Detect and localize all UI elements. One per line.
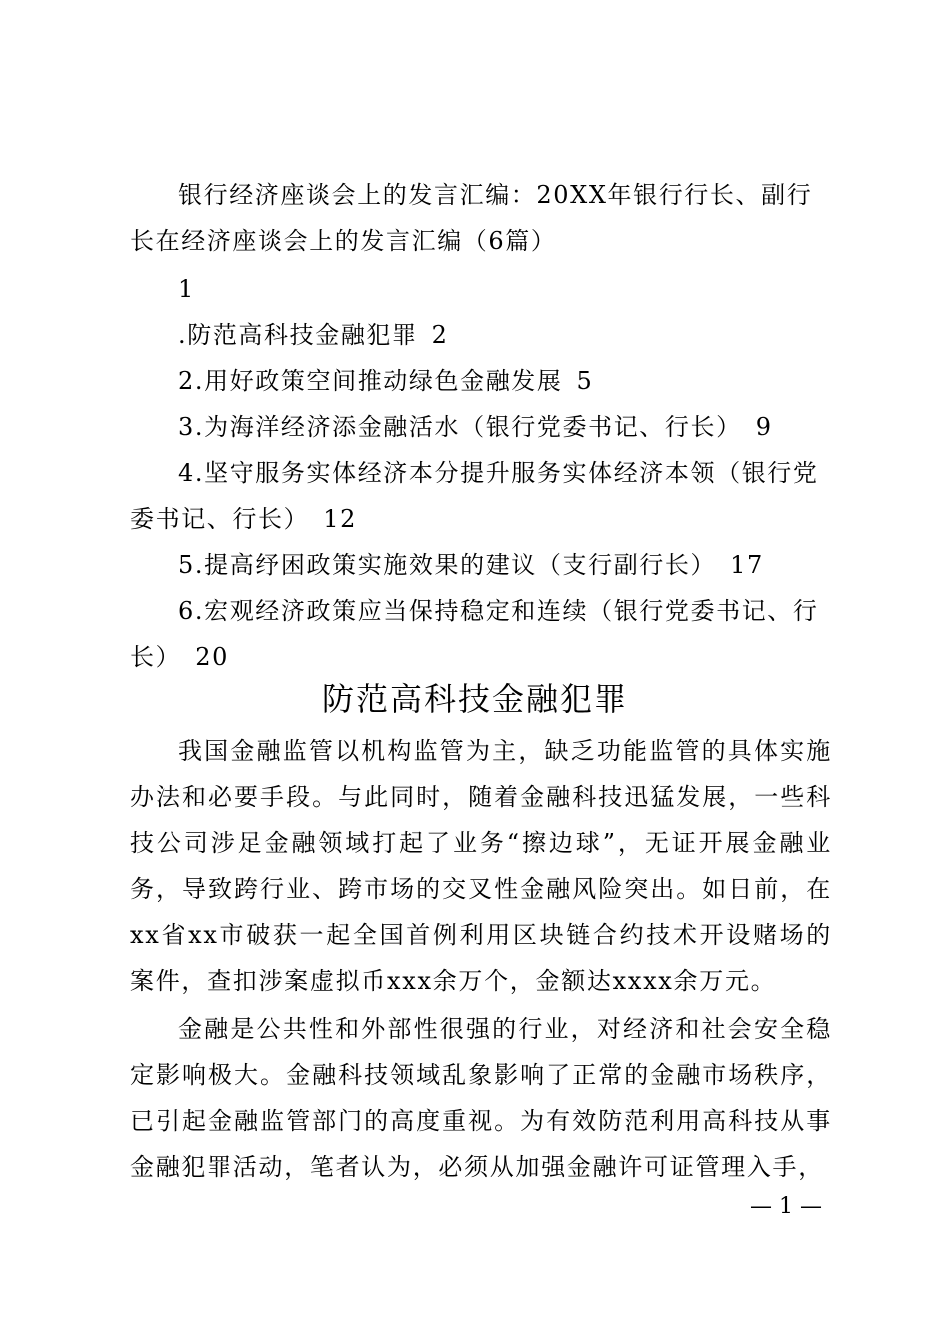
article-paragraph: 金融是公共性和外部性很强的行业，对经济和社会安全稳定影响极大。金融科技领域乱象影响了正常的金融市场秩序，已引起金融监管部门的高度重视。为有效防范利用高科技从事金融犯罪活动，笔者认为，必须从加强金融许可证管理入手， <box>130 1015 832 1181</box>
toc-item-page: 2 <box>431 321 449 349</box>
toc-item[interactable] <box>130 358 830 404</box>
article-title: 防范高科技金融犯罪 <box>321 680 628 718</box>
toc-item[interactable] <box>130 542 830 588</box>
toc-item-page: 9 <box>755 413 773 441</box>
toc-item[interactable] <box>130 404 830 450</box>
toc-item-page: 17 <box>730 551 764 579</box>
toc-item-page: 20 <box>195 643 229 671</box>
toc-item-label: 3.为海洋经济添金融活水（银行党委书记、行长） <box>178 413 742 441</box>
toc-item-label: 6.宏观经济政策应当保持稳定和连续（银行党委书记、行长） <box>130 597 819 671</box>
toc-first-number: 1 <box>178 275 195 303</box>
toc-item-page: 12 <box>323 505 357 533</box>
toc-item[interactable] <box>130 450 830 542</box>
page-number-footer: — 1 — <box>750 1194 822 1219</box>
toc-item-label: 4.坚守服务实体经济本分提升服务实体经济本领（银行党委书记、行长） <box>130 459 819 533</box>
toc-item-label: .防范高科技金融犯罪 <box>178 321 418 349</box>
document-header-title: 银行经济座谈会上的发言汇编：20XX年银行行长、副行长在经济座谈会上的发言汇编（6篇） <box>130 181 813 255</box>
toc-item-label: 5.提高纾困政策实施效果的建议（支行副行长） <box>178 551 717 579</box>
toc-item-page: 5 <box>576 367 594 395</box>
toc-item[interactable] <box>130 588 830 680</box>
toc-item[interactable] <box>130 312 830 358</box>
article-paragraph: 我国金融监管以机构监管为主，缺乏功能监管的具体实施办法和必要手段。与此同时，随着金融科技迅猛发展，一些科技公司涉足金融领域打起了业务“擦边球”，无证开展金融业务，导致跨行业、跨市场的交叉性金融风险突出。如日前，在xx省xx市破获一起全国首例利用区块链合约技术开设赌场的案件，查扣涉案虚拟币xxx余万个，金额达xxxx余万元。 <box>130 737 832 995</box>
toc-item-label: 2.用好政策空间推动绿色金融发展 <box>178 367 563 395</box>
